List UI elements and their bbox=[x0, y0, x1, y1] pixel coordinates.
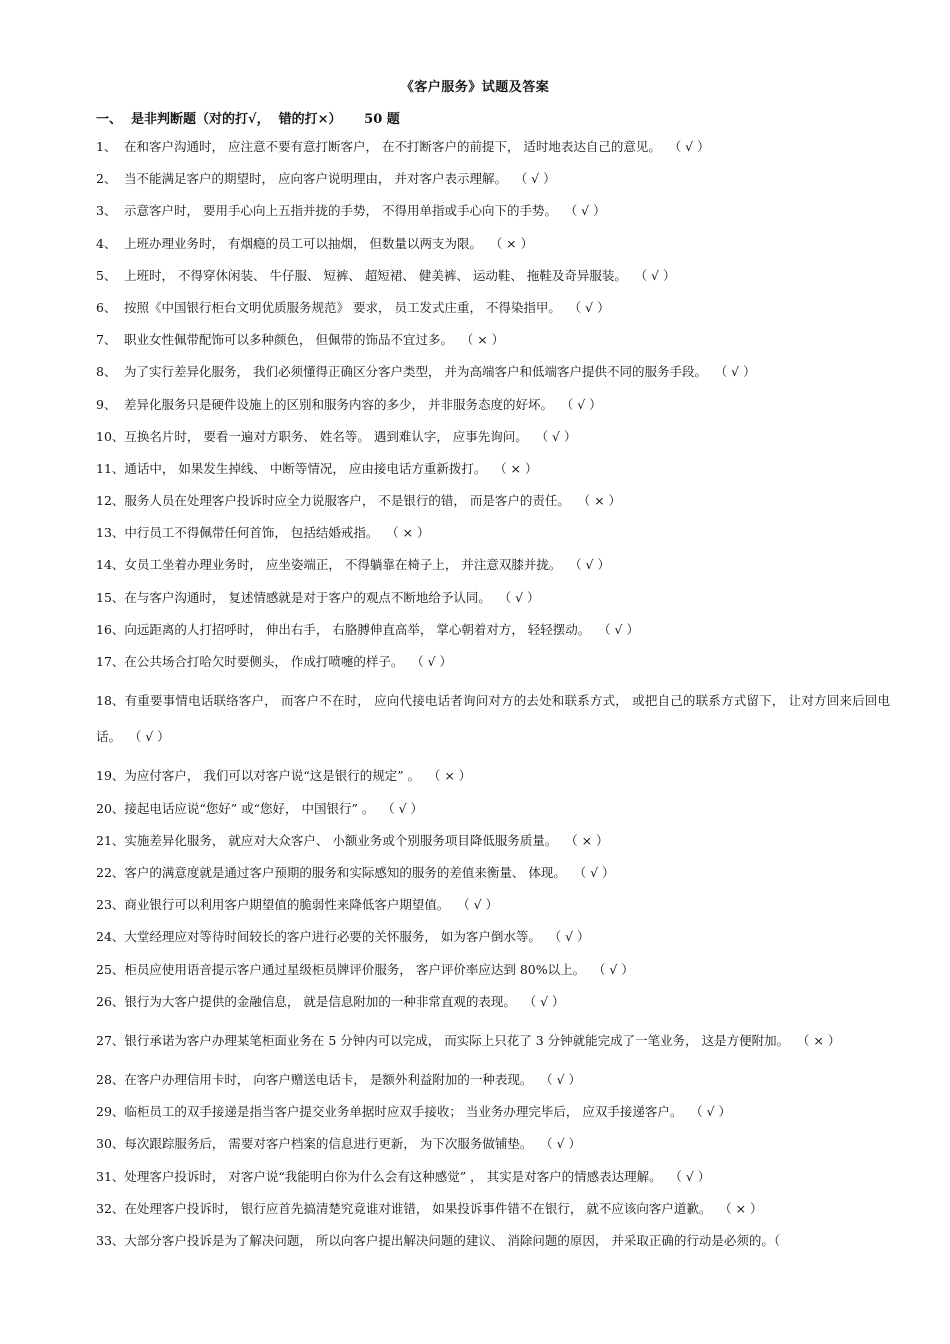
question-number: 25、 bbox=[96, 961, 125, 977]
question-item bbox=[96, 554, 890, 576]
question-text: 柜员应使用语音提示客户通过星级柜员牌评价服务， 客户评价率应达到 80%以上。 bbox=[124, 961, 586, 977]
question-item bbox=[96, 862, 890, 884]
question-text: 商业银行可以利用客户期望值的脆弱性来降低客户期望值。 bbox=[124, 897, 450, 913]
question-number: 32、 bbox=[96, 1200, 125, 1216]
question-text: 银行为大客户提供的金融信息， 就是信息附加的一种非常直观的表现。 bbox=[124, 993, 516, 1009]
question-item bbox=[96, 894, 890, 916]
question-number: 14、 bbox=[96, 557, 125, 573]
question-text: 接起电话应说“您好” 或“您好， 中国银行” 。 bbox=[124, 800, 375, 816]
question-answer: （ × ） bbox=[725, 1200, 763, 1216]
question-item bbox=[96, 297, 890, 319]
question-list bbox=[96, 136, 890, 1262]
question-number: 23、 bbox=[96, 897, 125, 913]
question-item bbox=[96, 522, 890, 544]
question-number: 2、 bbox=[96, 171, 117, 187]
question-text: 在与客户沟通时， 复述情感就是对于客户的观点不断地给予认同。 bbox=[124, 589, 491, 605]
question-item bbox=[96, 490, 890, 512]
question-number: 33、 bbox=[96, 1233, 125, 1248]
question-number: 18、 bbox=[96, 693, 125, 709]
question-text: 临柜员工的双手接递是指当客户提交业务单据时应双手接收； 当业务办理完毕后， 应双手接递客户。 bbox=[124, 1104, 683, 1120]
question-answer: （ × ） bbox=[434, 768, 472, 784]
question-answer: （ √ ） bbox=[554, 929, 590, 945]
question-number: 1、 bbox=[96, 139, 117, 154]
question-item bbox=[96, 683, 890, 755]
question-item bbox=[96, 1023, 890, 1059]
question-number: 19、 bbox=[96, 768, 125, 784]
question-text: 客户的满意度就是通过客户预期的服务和实际感知的服务的差值来衡量、 体现。 bbox=[124, 864, 566, 880]
question-number: 16、 bbox=[96, 621, 125, 637]
question-answer: （ √ ） bbox=[674, 139, 710, 154]
question-number: 28、 bbox=[96, 1072, 125, 1088]
question-item bbox=[96, 959, 890, 981]
question-answer: （ √ ） bbox=[720, 364, 756, 380]
question-number: 29、 bbox=[96, 1104, 125, 1120]
question-answer: （ √ ） bbox=[696, 1104, 732, 1120]
question-answer: （ √ ） bbox=[541, 428, 577, 444]
question-answer: （ √ ） bbox=[640, 267, 676, 283]
question-answer: （ √ ） bbox=[504, 589, 540, 605]
question-item bbox=[96, 168, 890, 190]
question-number: 27、 bbox=[96, 1032, 125, 1048]
question-item bbox=[96, 1230, 890, 1252]
question-answer: （ √ ） bbox=[388, 800, 424, 816]
question-text: 每次跟踪服务后， 需要对客户档案的信息进行更新， 为下次服务做铺垫。 bbox=[124, 1136, 533, 1152]
question-text: 女员工坐着办理业务时， 应坐姿端正， 不得躺靠在椅子上， 并注意双膝并拢。 bbox=[124, 557, 562, 573]
question-number: 30、 bbox=[96, 1136, 125, 1152]
question-answer: （ × ） bbox=[466, 332, 505, 348]
question-answer: （ × ） bbox=[571, 832, 609, 848]
question-answer: （ √ ） bbox=[566, 396, 602, 412]
document-title: 《客户服务》试题及答案 bbox=[400, 80, 550, 95]
question-number: 10、 bbox=[96, 428, 125, 444]
question-text: 有重要事情电话联络客户， 而客户不在时， 应向代接电话者询问对方的去处和联系方式， 或把自己的联系方式留下， 让对方回来后回电话。 bbox=[96, 693, 890, 745]
question-number: 12、 bbox=[96, 493, 125, 509]
question-text: 为了实行差异化服务， 我们必须懂得正确区分客户类型， 并为高端客户和低端客户提供不同的服务手段。 bbox=[124, 364, 707, 380]
question-text: 大部分客户投诉是为了解决问题， 所以向客户提出解决问题的建议、 消除问题的原因， 并采取正确的行动是必须的。（ bbox=[124, 1233, 781, 1248]
question-number: 6、 bbox=[96, 299, 117, 315]
question-item bbox=[96, 926, 890, 948]
question-number: 31、 bbox=[96, 1168, 125, 1184]
question-item bbox=[96, 458, 890, 480]
question-text: 上班办理业务时， 有烟瘾的员工可以抽烟， 但数量以两支为限。 bbox=[124, 235, 482, 251]
question-answer: （ √ ） bbox=[574, 299, 610, 315]
question-item bbox=[96, 1133, 890, 1155]
question-number: 3、 bbox=[96, 203, 117, 219]
question-item bbox=[96, 1166, 890, 1188]
question-text: 为应付客户， 我们可以对客户说“这是银行的规定” 。 bbox=[124, 768, 421, 784]
question-item bbox=[96, 991, 890, 1013]
question-answer: （ × ） bbox=[495, 235, 534, 251]
question-item bbox=[96, 765, 890, 787]
question-item bbox=[96, 136, 890, 158]
question-item bbox=[96, 798, 890, 820]
question-answer: （ √ ） bbox=[546, 1136, 582, 1152]
question-text: 差异化服务只是硬件设施上的区别和服务内容的多少， 并非服务态度的好坏。 bbox=[124, 396, 553, 412]
question-answer: （ √ ） bbox=[546, 1072, 582, 1088]
question-item bbox=[96, 619, 890, 641]
question-answer: （ √ ） bbox=[675, 1168, 711, 1184]
question-number: 20、 bbox=[96, 800, 125, 816]
question-answer: （ √ ） bbox=[463, 897, 499, 913]
question-text: 在处理客户投诉时， 银行应首先搞清楚究竟谁对谁错， 如果投诉事件错不在银行， 就不应该向客户道歉。 bbox=[124, 1200, 712, 1216]
question-number: 22、 bbox=[96, 864, 125, 880]
question-number: 4、 bbox=[96, 235, 117, 251]
question-text: 银行承诺为客户办理某笔柜面业务在 5 分钟内可以完成， 而实际上只花了 3 分钟就能完成了一笔业务， 这是方便附加。 bbox=[124, 1032, 790, 1048]
question-item bbox=[96, 651, 890, 673]
question-text: 在和客户沟通时， 应注意不要有意打断客户， 在不打断客户的前提下， 适时地表达自己的意见。 bbox=[124, 139, 661, 154]
question-item bbox=[96, 361, 890, 383]
question-text: 中行员工不得佩带任何首饰， 包括结婚戒指。 bbox=[124, 525, 379, 541]
question-answer: （ × ） bbox=[583, 493, 622, 509]
question-answer: （ × ） bbox=[500, 460, 538, 476]
question-text: 服务人员在处理客户投诉时应全力说服客户， 不是银行的错， 而是客户的责任。 bbox=[124, 493, 570, 509]
question-item bbox=[96, 200, 890, 222]
question-text: 示意客户时， 要用手心向上五指并拢的手势， 不得用单指或手心向下的手势。 bbox=[124, 203, 557, 219]
question-text: 向远距离的人打招呼时， 伸出右手， 右胳膊伸直高举， 掌心朝着对方， 轻轻摆动。 bbox=[124, 621, 591, 637]
question-item bbox=[96, 587, 890, 609]
question-item bbox=[96, 329, 890, 351]
question-item bbox=[96, 233, 890, 255]
question-number: 5、 bbox=[96, 267, 117, 283]
question-answer: （ √ ） bbox=[417, 654, 453, 669]
question-text: 在客户办理信用卡时， 向客户赠送电话卡， 是额外利益附加的一种表现。 bbox=[124, 1072, 533, 1088]
question-number: 15、 bbox=[96, 589, 125, 605]
question-answer: （ √ ） bbox=[570, 203, 606, 219]
question-answer: （ √ ） bbox=[520, 171, 556, 187]
question-item bbox=[96, 830, 890, 852]
question-text: 按照《中国银行柜台文明优质服务规范》 要求， 员工发式庄重， 不得染指甲。 bbox=[124, 299, 561, 315]
question-text: 在公共场合打哈欠时要侧头， 作成打喷嚏的样子。 bbox=[124, 654, 404, 669]
question-item bbox=[96, 394, 890, 416]
question-item bbox=[96, 265, 890, 287]
question-answer: （ √ ） bbox=[579, 864, 615, 880]
question-number: 24、 bbox=[96, 929, 125, 945]
question-number: 11、 bbox=[96, 460, 125, 476]
question-answer: （ √ ） bbox=[604, 621, 639, 637]
question-item bbox=[96, 1198, 890, 1220]
question-text: 通话中， 如果发生掉线、 中断等情况， 应由接电话方重新拨打。 bbox=[124, 460, 487, 476]
question-number: 9、 bbox=[96, 396, 117, 412]
question-text: 当不能满足客户的期望时， 应向客户说明理由， 并对客户表示理解。 bbox=[124, 171, 507, 187]
question-answer: （ √ ） bbox=[135, 729, 170, 745]
question-text: 处理客户投诉时， 对客户说“我能明白你为什么会有这种感觉” ， 其实是对客户的情感表达理解。 bbox=[124, 1168, 662, 1184]
question-text: 互换名片时， 要看一遍对方职务、 姓名等。 遇到难认字， 应事先询问。 bbox=[124, 428, 528, 444]
question-number: 17、 bbox=[96, 654, 125, 669]
question-text: 上班时， 不得穿休闲装、 牛仔服、 短裤、 超短裙、 健美裤、 运动鞋、 拖鞋及奇异服装。 bbox=[124, 267, 627, 283]
question-item bbox=[96, 1069, 890, 1091]
question-number: 21、 bbox=[96, 832, 125, 848]
question-number: 13、 bbox=[96, 525, 125, 541]
question-number: 7、 bbox=[96, 332, 117, 348]
question-number: 8、 bbox=[96, 364, 117, 380]
question-answer: （ √ ） bbox=[575, 557, 610, 573]
question-text: 大堂经理应对等待时间较长的客户进行必要的关怀服务， 如为客户倒水等。 bbox=[124, 929, 541, 945]
question-answer: （ × ） bbox=[392, 525, 430, 541]
question-number: 26、 bbox=[96, 993, 125, 1009]
question-answer: （ √ ） bbox=[599, 961, 634, 977]
question-answer: （ × ） bbox=[803, 1032, 841, 1048]
question-text: 实施差异化服务， 就应对大众客户、 小额业务或个别服务项目降低服务质量。 bbox=[124, 832, 558, 848]
question-item bbox=[96, 1101, 890, 1123]
question-answer: （ √ ） bbox=[529, 993, 565, 1009]
question-item bbox=[96, 426, 890, 448]
question-text: 职业女性佩带配饰可以多种颜色， 但佩带的饰品不宜过多。 bbox=[124, 332, 453, 348]
section-heading: 一、 是非判断题（对的打√， 错的打×） 50 题 bbox=[96, 112, 400, 127]
